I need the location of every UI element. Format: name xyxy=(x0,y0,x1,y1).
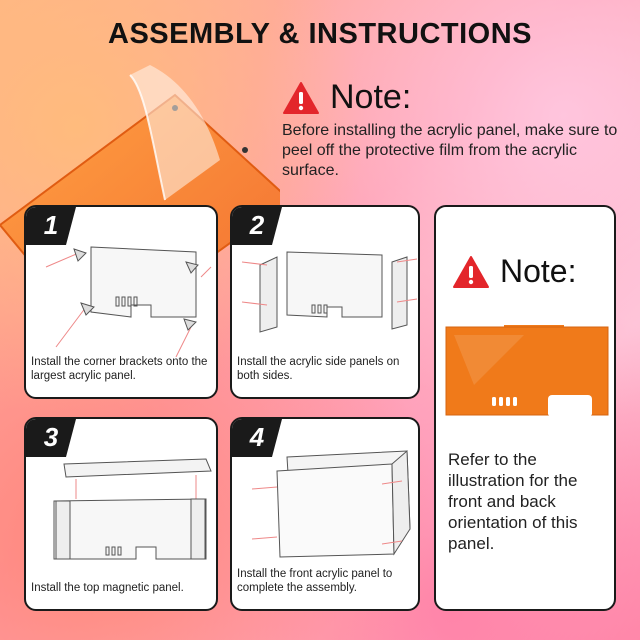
step-number: 1 xyxy=(43,210,59,240)
step-number: 2 xyxy=(249,210,265,240)
note-text: Before installing the acrylic panel, make sure to peel off the protective film from the acrylic surface. xyxy=(282,122,618,179)
step-caption: Install the top magnetic panel. xyxy=(31,582,184,594)
step-number: 3 xyxy=(43,422,59,452)
page-title: ASSEMBLY & INSTRUCTIONS xyxy=(108,18,532,50)
side-note-card xyxy=(434,205,616,611)
step-card-1 xyxy=(24,205,218,399)
warning-triangle-icon xyxy=(282,81,320,115)
step-number: 4 xyxy=(249,422,265,452)
step-caption: Install the acrylic side panels on both sides. xyxy=(237,356,400,382)
step-card-4 xyxy=(230,417,420,611)
top-note xyxy=(282,78,632,181)
side-note-header xyxy=(452,253,576,290)
step-caption: Install the corner brackets onto the largest acrylic panel. xyxy=(31,356,208,382)
step-card-3 xyxy=(24,417,218,611)
note-label: Note: xyxy=(330,78,412,116)
note-label: Note: xyxy=(500,253,577,289)
orange-panel-illustration xyxy=(444,325,610,417)
step-card-2 xyxy=(230,205,420,399)
warning-triangle-icon xyxy=(452,255,490,289)
step-caption: Install the front acrylic panel to complete the assembly. xyxy=(237,568,393,594)
side-note-text: Refer to the illustration for the front and back orientation of this panel. xyxy=(448,450,578,553)
